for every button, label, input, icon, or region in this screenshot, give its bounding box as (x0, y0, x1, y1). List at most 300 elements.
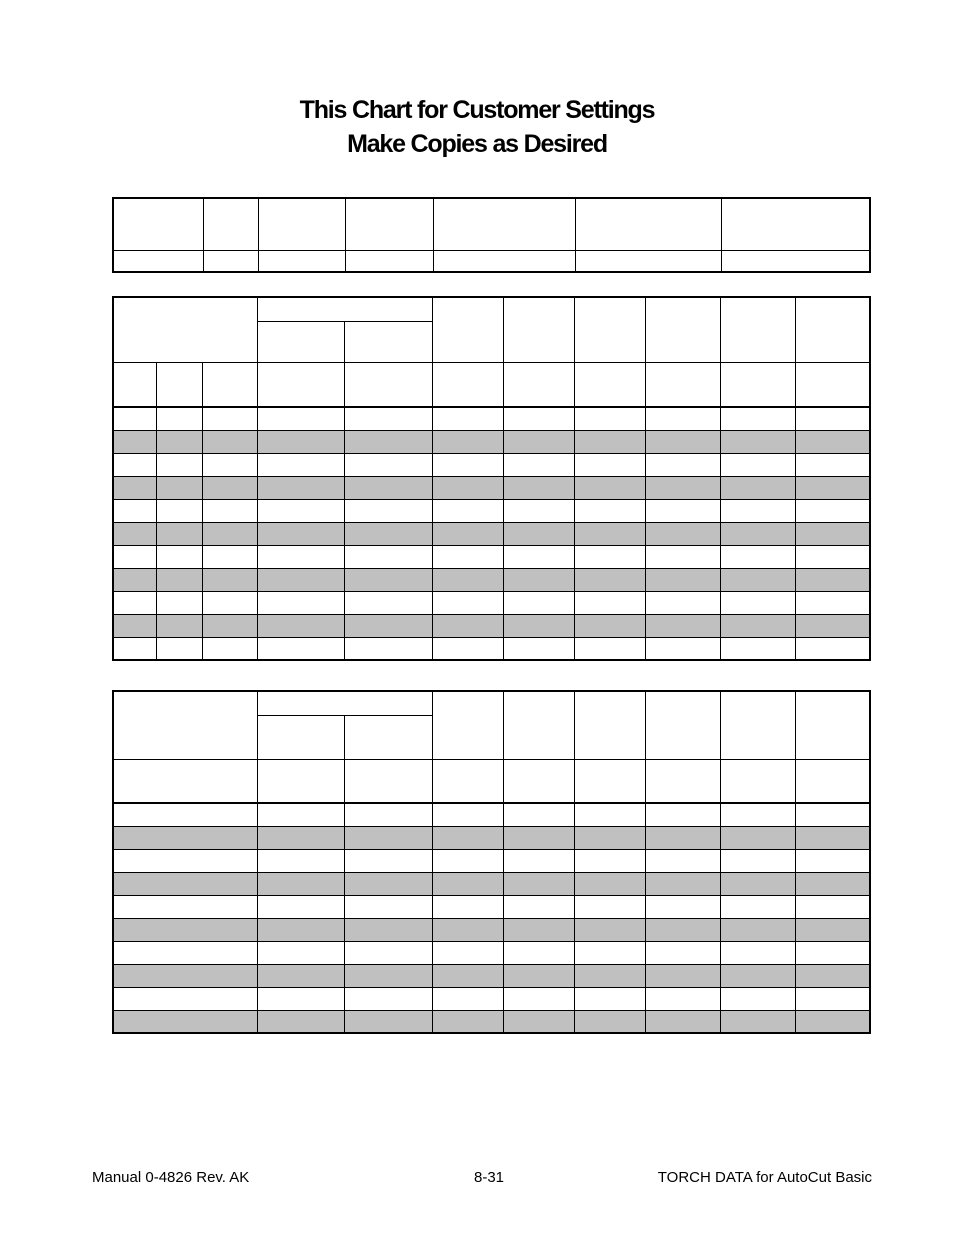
table-cell[interactable] (574, 568, 645, 591)
table-row (113, 522, 870, 545)
table-cell[interactable] (156, 453, 202, 476)
table-cell[interactable] (432, 568, 503, 591)
table-cell[interactable] (720, 545, 795, 568)
table-cell[interactable] (432, 826, 503, 849)
table-cell[interactable] (344, 895, 432, 918)
table-cell[interactable] (202, 407, 257, 430)
table-cell[interactable] (202, 637, 257, 660)
table-cell[interactable] (574, 941, 645, 964)
table-header-cell (795, 759, 870, 803)
table-header-cell (202, 362, 257, 407)
table-header-cell (344, 362, 432, 407)
table-cell[interactable] (344, 476, 432, 499)
table-cell[interactable] (432, 849, 503, 872)
table-cell[interactable] (645, 407, 720, 430)
table-cell[interactable] (156, 522, 202, 545)
table-header-cell (257, 715, 344, 759)
table-header-cell (156, 362, 202, 407)
table-cell[interactable] (574, 872, 645, 895)
table-cell[interactable] (795, 987, 870, 1010)
table-cell[interactable] (344, 499, 432, 522)
table-cell[interactable] (503, 849, 574, 872)
table-cell[interactable] (202, 430, 257, 453)
table-cell[interactable] (503, 941, 574, 964)
table-cell[interactable] (113, 918, 257, 941)
table-cell[interactable] (720, 872, 795, 895)
table-cell[interactable] (720, 895, 795, 918)
table-row (113, 453, 870, 476)
table-header-cell (645, 362, 720, 407)
table-header-cell (257, 297, 432, 321)
table-header-cell (795, 691, 870, 759)
table-cell[interactable] (257, 849, 344, 872)
table-header-cell (344, 321, 432, 362)
table-cell[interactable] (645, 614, 720, 637)
table-cell[interactable] (795, 1010, 870, 1033)
table-cell[interactable] (113, 545, 156, 568)
table-cell[interactable] (575, 198, 721, 250)
table-cell[interactable] (156, 476, 202, 499)
table-cell[interactable] (432, 591, 503, 614)
table-cell[interactable] (344, 1010, 432, 1033)
table-row (113, 872, 870, 895)
table-cell[interactable] (257, 499, 344, 522)
table-cell[interactable] (156, 637, 202, 660)
table-cell[interactable] (113, 430, 156, 453)
table-header-cell (795, 297, 870, 362)
table-cell[interactable] (720, 614, 795, 637)
table-cell[interactable] (113, 568, 156, 591)
table-cell[interactable] (574, 1010, 645, 1033)
table-header-cell (645, 691, 720, 759)
table-cell[interactable] (503, 591, 574, 614)
table-cell[interactable] (795, 430, 870, 453)
table-cell[interactable] (202, 545, 257, 568)
table-cell[interactable] (721, 198, 870, 250)
table-cell[interactable] (503, 476, 574, 499)
table-cell[interactable] (156, 591, 202, 614)
table-cell[interactable] (574, 407, 645, 430)
table-header-row (113, 362, 870, 407)
table-cell[interactable] (720, 453, 795, 476)
table-cell[interactable] (721, 250, 870, 272)
table-cell[interactable] (645, 872, 720, 895)
table-cell[interactable] (574, 964, 645, 987)
table-header-cell (720, 362, 795, 407)
table-cell[interactable] (432, 545, 503, 568)
table-cell[interactable] (645, 1010, 720, 1033)
table-row (113, 826, 870, 849)
table-cell[interactable] (574, 803, 645, 826)
table-row (113, 614, 870, 637)
table-cell[interactable] (432, 941, 503, 964)
table-cell[interactable] (574, 987, 645, 1010)
table-header-cell (574, 297, 645, 362)
table-cell[interactable] (574, 545, 645, 568)
table-cell[interactable] (202, 522, 257, 545)
table-header-cell (113, 297, 257, 362)
table-header-cell (720, 297, 795, 362)
table-cell[interactable] (645, 430, 720, 453)
table-cell[interactable] (344, 849, 432, 872)
table-cell[interactable] (257, 1010, 344, 1033)
table-cell[interactable] (113, 849, 257, 872)
table-header-cell (432, 691, 503, 759)
table-cell[interactable] (257, 895, 344, 918)
table-cell[interactable] (503, 453, 574, 476)
table-cell[interactable] (156, 568, 202, 591)
table-cell[interactable] (503, 895, 574, 918)
table-row (113, 407, 870, 430)
table-cell[interactable] (113, 964, 257, 987)
customer-settings-table-2 (112, 690, 871, 1034)
table-cell[interactable] (645, 545, 720, 568)
table-cell[interactable] (113, 476, 156, 499)
table-cell[interactable] (257, 568, 344, 591)
table-cell[interactable] (503, 826, 574, 849)
table-cell[interactable] (344, 941, 432, 964)
table-cell[interactable] (113, 872, 257, 895)
table-cell[interactable] (202, 476, 257, 499)
table-cell[interactable] (432, 476, 503, 499)
table-cell[interactable] (433, 250, 575, 272)
table-cell[interactable] (645, 453, 720, 476)
table-cell[interactable] (257, 803, 344, 826)
table-cell[interactable] (433, 198, 575, 250)
table-cell[interactable] (344, 522, 432, 545)
table-header-cell (720, 759, 795, 803)
table-cell[interactable] (113, 591, 156, 614)
table-cell[interactable] (344, 803, 432, 826)
table-cell[interactable] (432, 803, 503, 826)
table-cell[interactable] (574, 476, 645, 499)
table-cell[interactable] (720, 637, 795, 660)
table-cell[interactable] (113, 522, 156, 545)
table-cell[interactable] (432, 872, 503, 895)
table-cell[interactable] (113, 987, 257, 1010)
table-cell[interactable] (257, 826, 344, 849)
table-header-cell (113, 362, 156, 407)
table-cell[interactable] (720, 964, 795, 987)
table-cell[interactable] (503, 637, 574, 660)
table-cell[interactable] (720, 918, 795, 941)
table-cell[interactable] (645, 637, 720, 660)
table-header-cell (720, 691, 795, 759)
table-header-cell (257, 759, 344, 803)
table-cell[interactable] (156, 499, 202, 522)
table-cell[interactable] (795, 499, 870, 522)
table-cell[interactable] (720, 1010, 795, 1033)
table-header-cell (503, 362, 574, 407)
table-cell[interactable] (113, 826, 257, 849)
table-cell[interactable] (432, 918, 503, 941)
table-cell[interactable] (344, 987, 432, 1010)
table-cell[interactable] (645, 964, 720, 987)
table-cell[interactable] (720, 407, 795, 430)
table-cell[interactable] (113, 499, 156, 522)
table-header-cell (645, 297, 720, 362)
table-cell[interactable] (344, 407, 432, 430)
table-cell[interactable] (113, 250, 203, 272)
table-header-cell (257, 691, 432, 715)
table-cell[interactable] (202, 568, 257, 591)
footer-page-number: 8-31 (473, 1169, 505, 1186)
table-cell[interactable] (645, 895, 720, 918)
table-cell[interactable] (645, 826, 720, 849)
table-cell[interactable] (257, 987, 344, 1010)
table-cell[interactable] (720, 522, 795, 545)
table-cell[interactable] (432, 964, 503, 987)
table-row (113, 499, 870, 522)
table-cell[interactable] (720, 987, 795, 1010)
table-cell[interactable] (503, 803, 574, 826)
table-cell[interactable] (645, 918, 720, 941)
table-cell[interactable] (574, 430, 645, 453)
table-cell[interactable] (795, 918, 870, 941)
table-cell[interactable] (645, 849, 720, 872)
table-cell[interactable] (257, 407, 344, 430)
table-cell[interactable] (574, 918, 645, 941)
table-row (113, 918, 870, 941)
table-cell[interactable] (574, 591, 645, 614)
table-cell[interactable] (645, 591, 720, 614)
table-cell[interactable] (503, 987, 574, 1010)
table-header-cell (257, 321, 344, 362)
table-row (113, 895, 870, 918)
table-row (113, 964, 870, 987)
table-cell[interactable] (503, 918, 574, 941)
table-row (113, 1010, 870, 1033)
table-cell[interactable] (156, 407, 202, 430)
table-cell[interactable] (720, 499, 795, 522)
table-cell[interactable] (574, 826, 645, 849)
table-header-cell (113, 759, 257, 803)
table-cell[interactable] (113, 407, 156, 430)
table-cell[interactable] (645, 941, 720, 964)
table-cell[interactable] (503, 430, 574, 453)
table-cell[interactable] (432, 522, 503, 545)
table-cell[interactable] (795, 803, 870, 826)
table-cell[interactable] (503, 872, 574, 895)
table-cell[interactable] (344, 637, 432, 660)
table-cell[interactable] (795, 614, 870, 637)
table-row (113, 987, 870, 1010)
table-header-row (113, 691, 870, 715)
table-cell[interactable] (257, 522, 344, 545)
table-cell[interactable] (202, 614, 257, 637)
table-cell[interactable] (574, 895, 645, 918)
table-cell[interactable] (720, 476, 795, 499)
table-header-row (113, 759, 870, 803)
table-cell[interactable] (113, 614, 156, 637)
table-cell[interactable] (575, 250, 721, 272)
table-cell[interactable] (113, 198, 203, 250)
table-cell[interactable] (344, 872, 432, 895)
table-cell[interactable] (432, 614, 503, 637)
table-header-cell (795, 362, 870, 407)
table-cell[interactable] (720, 941, 795, 964)
table-cell[interactable] (203, 198, 258, 250)
table-header-cell (432, 297, 503, 362)
table-header-cell (574, 759, 645, 803)
page-subtitle: Make Copies as Desired (347, 130, 607, 158)
table-cell[interactable] (432, 637, 503, 660)
table-cell[interactable] (257, 453, 344, 476)
table-cell[interactable] (503, 614, 574, 637)
table-cell[interactable] (795, 895, 870, 918)
table-cell[interactable] (795, 826, 870, 849)
table-cell[interactable] (432, 407, 503, 430)
settings-header-table (112, 197, 871, 273)
table-cell[interactable] (432, 453, 503, 476)
table-row (113, 849, 870, 872)
table-cell[interactable] (258, 198, 345, 250)
table-header-row (113, 297, 870, 321)
table-cell[interactable] (645, 499, 720, 522)
footer-section-title: TORCH DATA for AutoCut Basic (657, 1169, 872, 1186)
table-cell[interactable] (645, 476, 720, 499)
table-row (113, 568, 870, 591)
table-row (113, 250, 870, 272)
table-cell[interactable] (113, 941, 257, 964)
table-cell[interactable] (156, 430, 202, 453)
table-cell[interactable] (645, 987, 720, 1010)
table-cell[interactable] (432, 499, 503, 522)
table-cell[interactable] (113, 803, 257, 826)
table-header-cell (645, 759, 720, 803)
table-cell[interactable] (203, 250, 258, 272)
table-cell[interactable] (257, 637, 344, 660)
table-header-cell (503, 297, 574, 362)
page-title: This Chart for Customer Settings (299, 96, 655, 124)
table-cell[interactable] (795, 591, 870, 614)
table-cell[interactable] (720, 568, 795, 591)
table-cell[interactable] (113, 895, 257, 918)
table-cell[interactable] (795, 476, 870, 499)
table-header-cell (503, 691, 574, 759)
table-cell[interactable] (344, 614, 432, 637)
table-cell[interactable] (344, 545, 432, 568)
table-cell[interactable] (257, 964, 344, 987)
table-cell[interactable] (432, 1010, 503, 1033)
table-cell[interactable] (795, 964, 870, 987)
table-cell[interactable] (257, 614, 344, 637)
table-cell[interactable] (257, 941, 344, 964)
table-cell[interactable] (503, 1010, 574, 1033)
table-cell[interactable] (720, 430, 795, 453)
table-row (113, 941, 870, 964)
table-cell[interactable] (202, 591, 257, 614)
table-cell[interactable] (503, 407, 574, 430)
table-cell[interactable] (113, 1010, 257, 1033)
table-cell[interactable] (257, 872, 344, 895)
table-cell[interactable] (795, 872, 870, 895)
table-cell[interactable] (113, 637, 156, 660)
table-cell[interactable] (720, 591, 795, 614)
table-header-cell (432, 759, 503, 803)
table-row (113, 198, 870, 250)
table-cell[interactable] (574, 614, 645, 637)
table-cell[interactable] (574, 453, 645, 476)
table-cell[interactable] (432, 430, 503, 453)
table-cell[interactable] (257, 476, 344, 499)
table-cell[interactable] (795, 568, 870, 591)
table-cell[interactable] (795, 941, 870, 964)
table-cell[interactable] (795, 407, 870, 430)
table-cell[interactable] (574, 849, 645, 872)
table-cell[interactable] (503, 964, 574, 987)
table-cell[interactable] (257, 545, 344, 568)
table-cell[interactable] (257, 591, 344, 614)
table-cell[interactable] (345, 198, 433, 250)
table-cell[interactable] (720, 826, 795, 849)
table-cell[interactable] (202, 453, 257, 476)
table-cell[interactable] (344, 430, 432, 453)
table-cell[interactable] (503, 499, 574, 522)
table-cell[interactable] (645, 522, 720, 545)
table-row (113, 637, 870, 660)
table-cell[interactable] (156, 614, 202, 637)
table-cell[interactable] (344, 453, 432, 476)
table-row (113, 803, 870, 826)
table-row (113, 591, 870, 614)
table-cell[interactable] (720, 803, 795, 826)
table-header-cell (113, 691, 257, 759)
table-cell[interactable] (795, 522, 870, 545)
table-row (113, 476, 870, 499)
footer-manual-number: Manual 0-4826 Rev. AK (92, 1169, 250, 1186)
table-header-cell (574, 362, 645, 407)
table-cell[interactable] (257, 430, 344, 453)
table-header-cell (344, 715, 432, 759)
table-cell[interactable] (156, 545, 202, 568)
table-cell[interactable] (345, 250, 433, 272)
table-header-cell (257, 362, 344, 407)
table-header-cell (574, 691, 645, 759)
table-cell[interactable] (645, 803, 720, 826)
table-cell[interactable] (645, 568, 720, 591)
table-row (113, 545, 870, 568)
table-cell[interactable] (432, 895, 503, 918)
table-header-cell (432, 362, 503, 407)
table-cell[interactable] (795, 453, 870, 476)
table-cell[interactable] (344, 591, 432, 614)
table-cell[interactable] (257, 918, 344, 941)
table-cell[interactable] (344, 826, 432, 849)
table-cell[interactable] (720, 849, 795, 872)
table-cell[interactable] (795, 545, 870, 568)
table-cell[interactable] (503, 545, 574, 568)
table-cell[interactable] (503, 522, 574, 545)
table-cell[interactable] (113, 453, 156, 476)
table-cell[interactable] (344, 964, 432, 987)
table-header-cell (344, 759, 432, 803)
table-cell[interactable] (258, 250, 345, 272)
table-cell[interactable] (795, 637, 870, 660)
table-cell[interactable] (202, 499, 257, 522)
table-cell[interactable] (574, 499, 645, 522)
table-cell[interactable] (344, 918, 432, 941)
table-row (113, 430, 870, 453)
table-header-cell (503, 759, 574, 803)
table-cell[interactable] (432, 987, 503, 1010)
table-cell[interactable] (344, 568, 432, 591)
table-cell[interactable] (574, 637, 645, 660)
table-cell[interactable] (574, 522, 645, 545)
table-cell[interactable] (795, 849, 870, 872)
table-cell[interactable] (503, 568, 574, 591)
customer-settings-table-1 (112, 296, 871, 661)
